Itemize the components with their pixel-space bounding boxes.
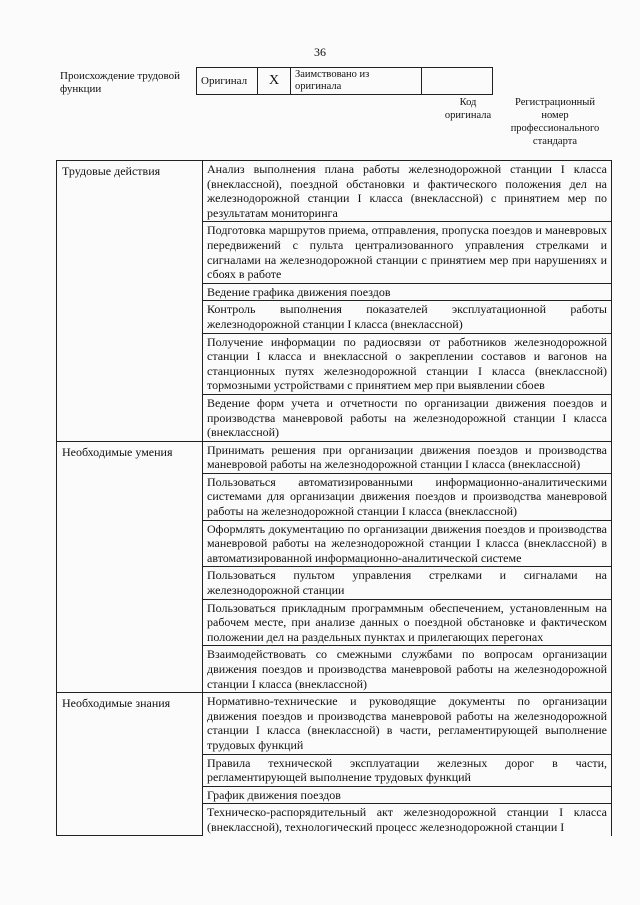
origin-label: Происхождение трудовой функции	[60, 70, 181, 95]
section-item: Нормативно-технические и руководящие документы по организации движения поездов и производства маневровой работы на железнодорожной станции I класса (внеклассной) в части, регламентирующей выполнение трудовых функций	[203, 693, 612, 754]
section-item: Ведение графика движения поездов	[203, 283, 612, 301]
section-item: Пользоваться прикладным программным обеспечением, установленным на рабочем месте, при анализе данных о поездной обстановке и фактическом положении дел на раздельных пунктах и прилегающих перегонах	[203, 599, 612, 646]
section-item: Правила технической эксплуатации железных дорог в части, регламентирующей выполнение трудовых функций	[203, 754, 612, 786]
page-number: 36	[314, 45, 326, 59]
original-label: Оригинал	[197, 68, 258, 95]
origin-table	[196, 67, 606, 95]
reg-label: Регистрационный номер профессионального стандарта	[510, 97, 600, 147]
section-item: Взаимодействовать со смежными службами по вопросам организации движения поездов и производства маневровой работы на железнодорожной станции I класса (внеклассной)	[203, 646, 612, 693]
table-row	[57, 161, 612, 222]
section-item: Подготовка маршрутов приема, отправления, пропуска поездов и маневровых передвижений с пульта централизованного управления стрелками и сигналами на железнодорожной станции с принятием мер при нарушениях и сбоях в работе	[203, 222, 612, 283]
section-item: Пользоваться автоматизированными информационно-аналитическими системами для организации движения поездов и производства маневровой работы на железнодорожной станции I класса (внеклассной)	[203, 473, 612, 520]
section-item: Оформлять документацию по организации движения поездов и производства маневровой работы на железнодорожной станции I класса (внеклассной) в автоматизированной информационно-аналитической системе	[203, 520, 612, 567]
reg-number-cell	[493, 68, 607, 95]
section-item: Пользоваться пультом управления стрелками и сигналами на железнодорожной станции	[203, 567, 612, 599]
code-cell	[422, 68, 493, 95]
table-row	[57, 693, 612, 754]
section-item: Получение информации по радиосвязи от работников железнодорожной станции I класса и внеклассной о закреплении составов и вагонов на станционных путях железнодорожной станции I класса (внеклассной) тормозными устройствами с принятием мер при выявлении сбоев	[203, 333, 612, 394]
section-item: Ведение форм учета и отчетности по организации движения поездов и производства маневровой работы на железнодорожной станции I класса (внеклассной)	[203, 394, 612, 441]
section-item: Анализ выполнения плана работы железнодорожной станции I класса (внеклассной), поездной обстановки и фактического положения дел на железнодорожной станции I класса (внеклассной) с принятием мер по результатам мониторинга	[203, 161, 612, 222]
code-label: Код оригинала	[444, 97, 492, 121]
section-item: График движения поездов	[203, 786, 612, 804]
borrowed-label: Заимствовано из оригинала	[291, 68, 422, 95]
functions-table	[56, 160, 612, 836]
section-item: Контроль выполнения показателей эксплуатационной работы железнодорожной станции I класса (внеклассной)	[203, 301, 612, 333]
section-title: Необходимые умения	[57, 441, 203, 693]
table-row	[57, 441, 612, 473]
section-item: Принимать решения при организации движения поездов и производства маневровой работы на железнодорожной станции I класса (внеклассной)	[203, 441, 612, 473]
section-item: Техническо-распорядительный акт железнодорожной станции I класса (внеклассной), технологический процесс железнодорожной станции I	[203, 804, 612, 836]
section-title: Трудовые действия	[57, 161, 203, 442]
original-mark: X	[258, 68, 291, 95]
section-title: Необходимые знания	[57, 693, 203, 836]
